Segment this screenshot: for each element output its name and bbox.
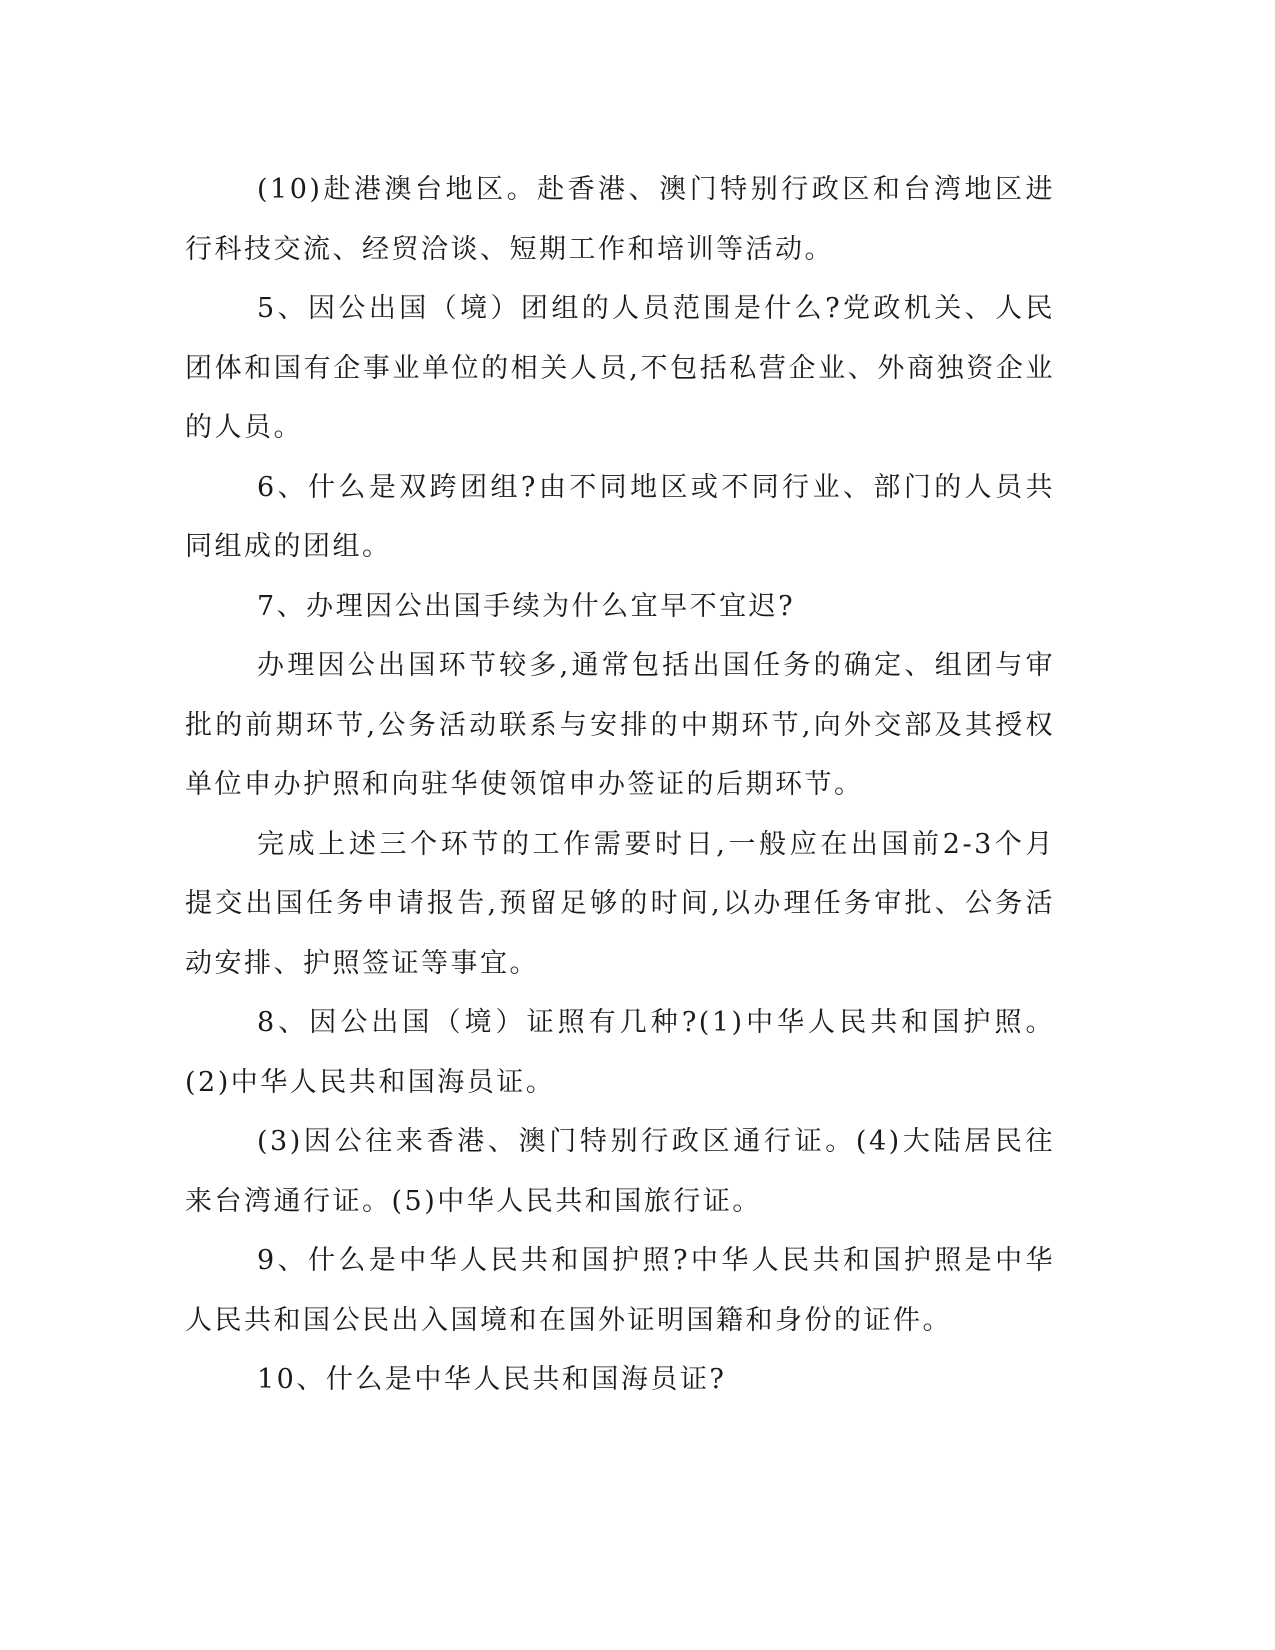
paragraph-q10-seaman-book: 10、什么是中华人民共和国海员证? bbox=[257, 1364, 727, 1395]
paragraph-q7-procedure-stages: 办理因公出国环节较多,通常包括出国任务的确定、组团与审批的前期环节,公务活动联系与安排的中期环节,向外交部及其授权单位申办护照和向驻华使领馆申办签证的后期环节。 bbox=[185, 650, 1055, 800]
paragraph-q7-timing: 完成上述三个环节的工作需要时日,一般应在出国前2-3个月提交出国任务申请报告,预留足够的时间,以办理任务审批、公务活动安排、护照签证等事宜。 bbox=[185, 828, 1055, 979]
paragraph-q8-document-types-continued: (3)因公往来香港、澳门特别行政区通行证。(4)大陆居民往来台湾通行证。(5)中华人民共和国旅行证。 bbox=[185, 1126, 1055, 1217]
paragraph-q8-document-types: 8、因公出国（境）证照有几种?(1)中华人民共和国护照。(2)中华人民共和国海员证。 bbox=[185, 1007, 1055, 1098]
paragraph-q9-passport: 9、什么是中华人民共和国护照?中华人民共和国护照是中华人民共和国公民出入国境和在国外证明国籍和身份的证件。 bbox=[185, 1245, 1055, 1336]
document-body bbox=[185, 160, 1055, 1410]
paragraph-q6-dual-cross-group: 6、什么是双跨团组?由不同地区或不同行业、部门的人员共同组成的团组。 bbox=[185, 471, 1055, 562]
paragraph-visits-hk-macao-taiwan: (10)赴港澳台地区。赴香港、澳门特别行政区和台湾地区进行科技交流、经贸洽谈、短期工作和培训等活动。 bbox=[185, 174, 1055, 265]
paragraph-q7-heading: 7、办理因公出国手续为什么宜早不宜迟? bbox=[257, 590, 796, 622]
paragraph-q5-personnel-scope: 5、因公出国（境）团组的人员范围是什么?党政机关、人民团体和国有企事业单位的相关人员,不包括私营企业、外商独资企业的人员。 bbox=[185, 293, 1055, 443]
